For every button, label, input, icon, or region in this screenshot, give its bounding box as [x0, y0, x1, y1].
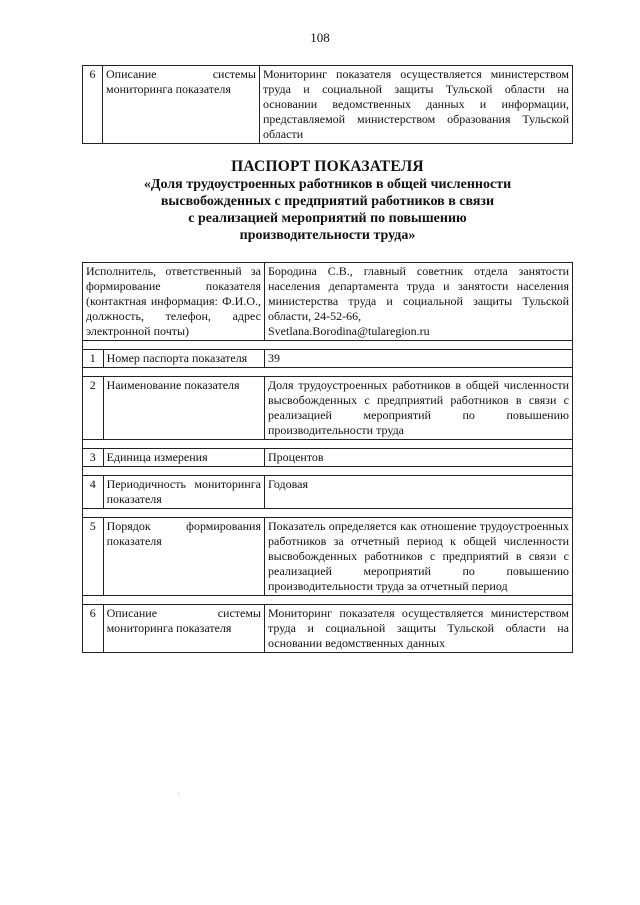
row-label: Описание системы мониторинга показателя: [103, 66, 260, 144]
row-label: Порядок формирования показателя: [103, 518, 264, 596]
row-number: 6: [83, 605, 104, 653]
row-number: 1: [83, 350, 104, 368]
indicator-title-line: с реализацией мероприятий по повышению: [188, 211, 467, 226]
table-row: [83, 476, 573, 509]
indicator-title-line: «Доля трудоустроенных работников в общей численности: [143, 177, 512, 192]
row-value: Мониторинг показателя осуществляется министерством труда и социальной защиты Тульской области на основании ведомственных данных и информации, представляемой министерством образования Тульской области: [260, 66, 573, 144]
passport-table: [82, 262, 573, 653]
row-label: Номер паспорта показателя: [103, 350, 264, 368]
row-label: Описание системы мониторинга показателя: [103, 605, 264, 653]
row-label: Периодичность мониторинга показателя: [103, 476, 264, 509]
row-value: Показатель определяется как отношение трудоустроенных работников за отчетный период к общей численности высвобожденных работников с предприятий в связи с реализацией мероприятий по повышению производительности труда за отчетный период: [265, 518, 573, 596]
indicator-title-line: высвобожденных с предприятий работников в связи: [160, 194, 495, 209]
table-row: [83, 66, 573, 144]
executor-value: [265, 263, 573, 341]
row-number: 5: [83, 518, 104, 596]
table-row: [83, 449, 573, 467]
executor-label: Исполнитель, ответственный за формирование показателя (контактная информация: Ф.И.О., должность, телефон, адрес электронной почты): [83, 263, 265, 341]
table-row: [83, 377, 573, 440]
continued-table: [82, 65, 573, 144]
page-number: 108: [310, 30, 330, 45]
table-row: [83, 605, 573, 653]
row-label: Наименование показателя: [103, 377, 264, 440]
executor-email: Svetlana.Borodina@tularegion.ru: [268, 324, 430, 338]
row-value: Доля трудоустроенных работников в общей численности высвобожденных с предприятий работников в связи с реализацией мероприятий по повышению производительности труда: [265, 377, 573, 440]
row-number: 4: [83, 476, 104, 509]
table-row: [83, 350, 573, 368]
row-value: Процентов: [265, 449, 573, 467]
table-row: [83, 518, 573, 596]
row-number: 2: [83, 377, 104, 440]
executor-details: Бородина С.В., главный советник отдела занятости населения департамента труда и занятости населения министерства труда и социальной защиты Тульской области, 24-52-66,: [268, 264, 569, 323]
row-value: Мониторинг показателя осуществляется министерством труда и социальной защиты Тульской области на основании ведомственных данных: [265, 605, 573, 653]
passport-heading: [82, 158, 573, 244]
executor-row: [83, 263, 573, 341]
scan-speck: [178, 793, 179, 794]
row-number: 3: [83, 449, 104, 467]
row-value: Годовая: [265, 476, 573, 509]
row-value: 39: [265, 350, 573, 368]
page-title: ПАСПОРТ ПОКАЗАТЕЛЯ: [231, 158, 424, 175]
row-label: Единица измерения: [103, 449, 264, 467]
indicator-title-line: производительности труда»: [239, 228, 416, 243]
row-number: 6: [83, 66, 103, 144]
